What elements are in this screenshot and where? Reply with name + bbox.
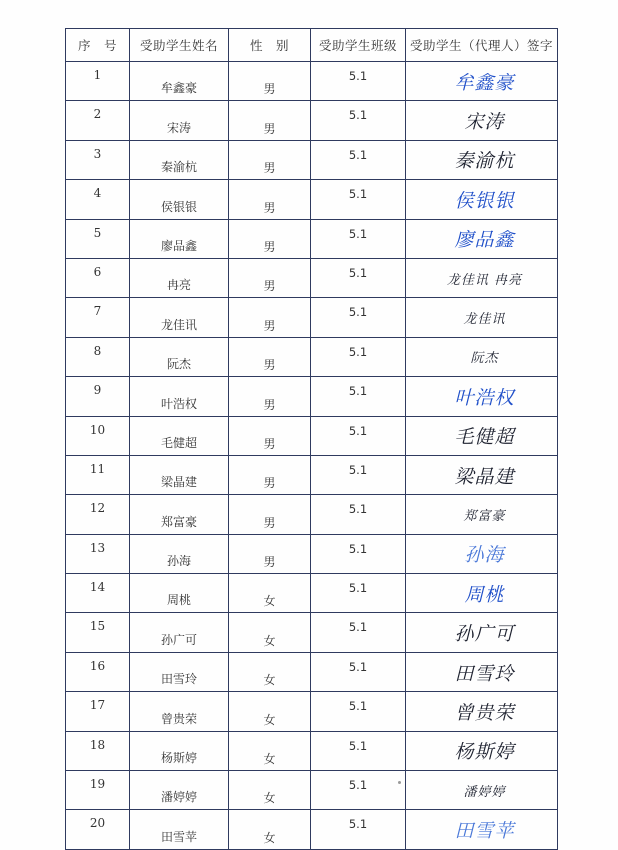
student-name: 杨斯婷 (130, 731, 229, 770)
student-class: 5.1 (311, 652, 406, 691)
student-class: 5.1 (311, 771, 406, 810)
student-signature: 梁晶建 (406, 455, 558, 494)
student-signature: 潘婷婷 (406, 771, 558, 810)
student-signature: 孙广可 (406, 613, 558, 652)
scan-speck (398, 781, 401, 784)
student-signature: 宋涛 (406, 101, 558, 140)
header-no: 序 号 (66, 29, 130, 62)
table-row (66, 495, 558, 534)
student-sex: 男 (229, 337, 311, 376)
student-name: 郑富豪 (130, 495, 229, 534)
student-signature: 周桃 (406, 574, 558, 613)
student-sex: 女 (229, 731, 311, 770)
student-signature: 龙佳讯 (406, 298, 558, 337)
student-class: 5.1 (311, 101, 406, 140)
table-row (66, 377, 558, 416)
row-number: 15 (66, 613, 130, 652)
student-name: 田雪玲 (130, 652, 229, 691)
row-number: 18 (66, 731, 130, 770)
table-row (66, 455, 558, 494)
student-class: 5.1 (311, 613, 406, 652)
student-name: 秦渝杭 (130, 140, 229, 179)
table-row (66, 298, 558, 337)
student-class: 5.1 (311, 416, 406, 455)
student-class: 5.1 (311, 731, 406, 770)
student-sex: 男 (229, 140, 311, 179)
student-sex: 男 (229, 258, 311, 297)
student-sex: 女 (229, 613, 311, 652)
row-number: 13 (66, 534, 130, 573)
student-name: 叶浩权 (130, 377, 229, 416)
student-sex: 男 (229, 180, 311, 219)
student-class: 5.1 (311, 377, 406, 416)
student-name: 廖品鑫 (130, 219, 229, 258)
student-sex: 女 (229, 771, 311, 810)
table-row (66, 534, 558, 573)
student-class: 5.1 (311, 180, 406, 219)
row-number: 10 (66, 416, 130, 455)
table-header-row (66, 29, 558, 62)
student-class: 5.1 (311, 298, 406, 337)
student-sex: 男 (229, 495, 311, 534)
table-row (66, 692, 558, 731)
row-number: 7 (66, 298, 130, 337)
student-sex: 男 (229, 62, 311, 101)
student-signature: 孙海 (406, 534, 558, 573)
row-number: 19 (66, 771, 130, 810)
student-sex: 男 (229, 534, 311, 573)
table-row (66, 101, 558, 140)
student-sex: 女 (229, 810, 311, 849)
student-class: 5.1 (311, 62, 406, 101)
table-row (66, 337, 558, 376)
row-number: 16 (66, 652, 130, 691)
student-sex: 男 (229, 298, 311, 337)
header-signature: 受助学生（代理人）签字 (406, 29, 558, 62)
student-name: 龙佳讯 (130, 298, 229, 337)
student-name: 宋涛 (130, 101, 229, 140)
student-signature: 曾贵荣 (406, 692, 558, 731)
student-signature: 秦渝杭 (406, 140, 558, 179)
row-number: 2 (66, 101, 130, 140)
row-number: 8 (66, 337, 130, 376)
student-class: 5.1 (311, 574, 406, 613)
student-name: 孙广可 (130, 613, 229, 652)
student-class: 5.1 (311, 219, 406, 258)
row-number: 17 (66, 692, 130, 731)
row-number: 20 (66, 810, 130, 849)
student-sex: 男 (229, 219, 311, 258)
student-name: 孙海 (130, 534, 229, 573)
student-name: 侯银银 (130, 180, 229, 219)
table-row (66, 731, 558, 770)
student-signature: 廖品鑫 (406, 219, 558, 258)
student-sex: 男 (229, 101, 311, 140)
table-row (66, 219, 558, 258)
student-sex: 女 (229, 652, 311, 691)
student-class: 5.1 (311, 258, 406, 297)
student-class: 5.1 (311, 495, 406, 534)
student-signature: 牟鑫豪 (406, 62, 558, 101)
table-row (66, 180, 558, 219)
student-name: 周桃 (130, 574, 229, 613)
student-name: 冉亮 (130, 258, 229, 297)
student-signature: 郑富豪 (406, 495, 558, 534)
table-row (66, 613, 558, 652)
student-sex: 女 (229, 692, 311, 731)
table-row (66, 416, 558, 455)
student-name: 梁晶建 (130, 455, 229, 494)
student-signature: 田雪玲 (406, 652, 558, 691)
table-row (66, 574, 558, 613)
aid-signature-table (65, 28, 558, 850)
student-name: 潘婷婷 (130, 771, 229, 810)
student-sex: 男 (229, 455, 311, 494)
student-signature: 杨斯婷 (406, 731, 558, 770)
student-class: 5.1 (311, 534, 406, 573)
row-number: 12 (66, 495, 130, 534)
student-signature: 龙佳讯 冉亮 (406, 258, 558, 297)
table-row (66, 810, 558, 849)
student-signature: 田雪苹 (406, 810, 558, 849)
student-signature: 阮杰 (406, 337, 558, 376)
student-class: 5.1 (311, 692, 406, 731)
student-sex: 女 (229, 574, 311, 613)
student-class: 5.1 (311, 455, 406, 494)
student-name: 阮杰 (130, 337, 229, 376)
table-row (66, 258, 558, 297)
student-name: 曾贵荣 (130, 692, 229, 731)
row-number: 5 (66, 219, 130, 258)
student-signature: 毛健超 (406, 416, 558, 455)
row-number: 6 (66, 258, 130, 297)
table-row (66, 652, 558, 691)
student-name: 田雪苹 (130, 810, 229, 849)
row-number: 9 (66, 377, 130, 416)
header-student-name: 受助学生姓名 (130, 29, 229, 62)
header-class: 受助学生班级 (311, 29, 406, 62)
student-class: 5.1 (311, 810, 406, 849)
student-class: 5.1 (311, 140, 406, 179)
student-sex: 男 (229, 416, 311, 455)
student-sex: 男 (229, 377, 311, 416)
student-name: 牟鑫豪 (130, 62, 229, 101)
header-sex: 性 别 (229, 29, 311, 62)
student-signature: 侯银银 (406, 180, 558, 219)
student-signature: 叶浩权 (406, 377, 558, 416)
row-number: 1 (66, 62, 130, 101)
table-row (66, 62, 558, 101)
row-number: 11 (66, 455, 130, 494)
table-row (66, 140, 558, 179)
student-name: 毛健超 (130, 416, 229, 455)
row-number: 14 (66, 574, 130, 613)
student-class: 5.1 (311, 337, 406, 376)
row-number: 3 (66, 140, 130, 179)
row-number: 4 (66, 180, 130, 219)
table-row (66, 771, 558, 810)
